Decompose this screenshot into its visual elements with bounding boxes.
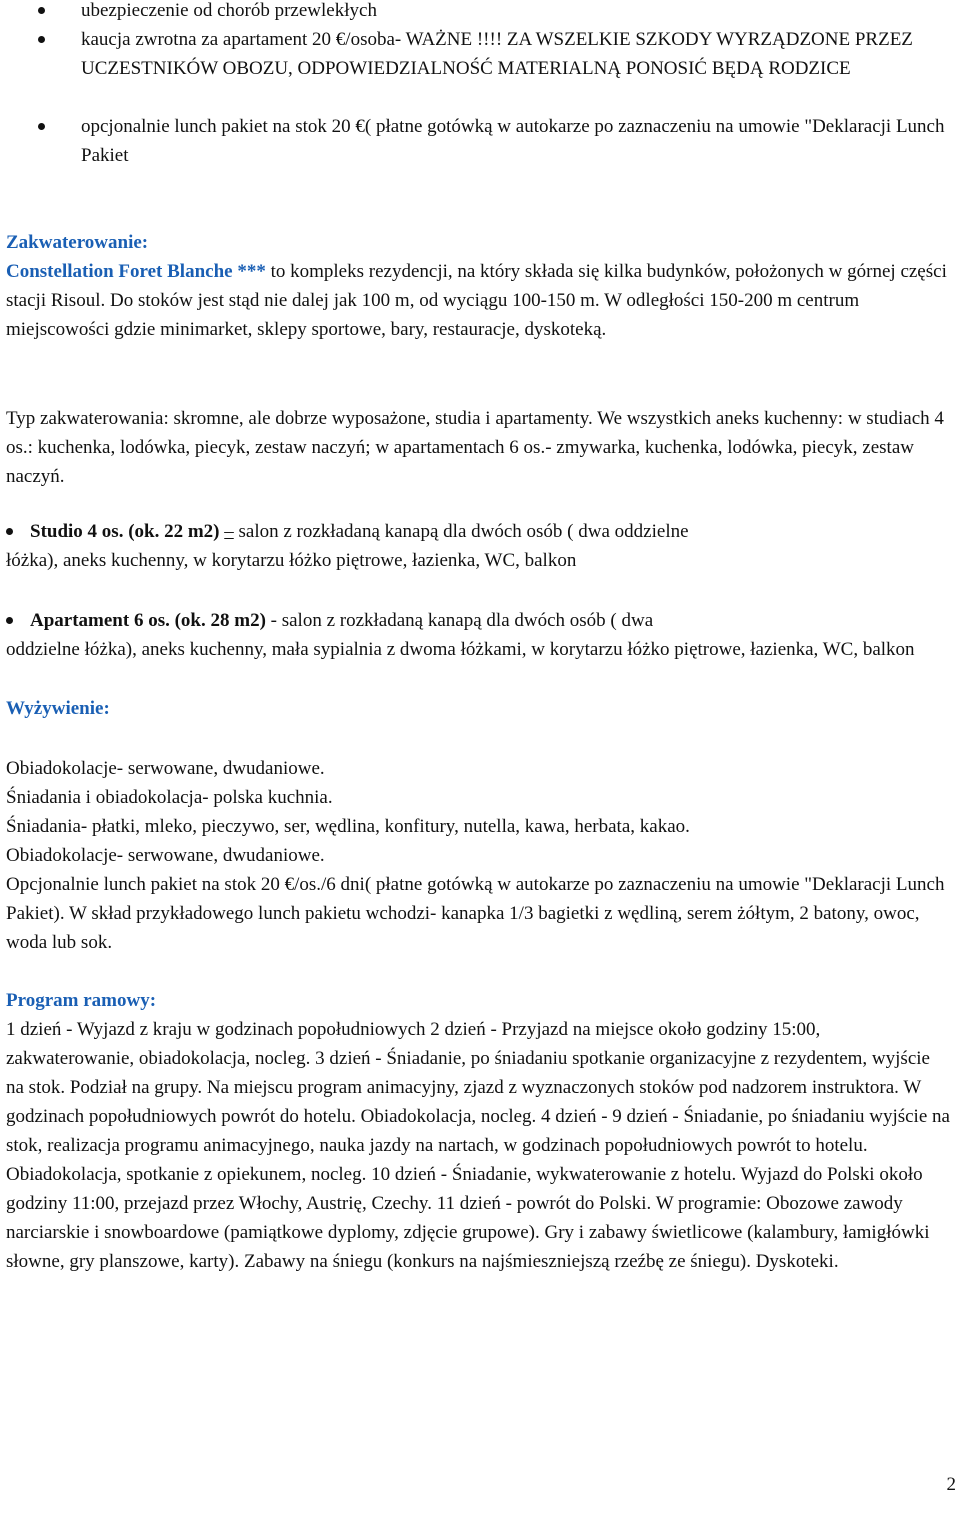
accommodation-description [6,257,950,344]
room-apartment-desc-rest: oddzielne łóżka), aneks kuchenny, mała sypialnia z dwoma łóżkami, w korytarzu łóżko piętrowe, łazienka, WC, balkon [6,639,915,660]
room-apartment-title: Apartament 6 os. (ok. 28 m2) [30,610,266,631]
bullet-dot [38,36,45,43]
meals-heading: Wyżywienie: [6,698,110,719]
room-studio-desc-rest: łóżka), aneks kuchenny, w korytarzu łóżko piętrowe, łazienka, WC, balkon [6,550,577,571]
bullet-dot [6,528,13,535]
bullet-dot [38,7,45,14]
program-heading: Program ramowy: [6,990,157,1011]
meals-line: Śniadania- płatki, mleko, pieczywo, ser, wędlina, konfitury, nutella, kawa, herbata, kakao. [6,816,690,837]
room-studio-first-line [30,517,689,546]
accommodation-type: Typ zakwaterowania: skromne, ale dobrze wyposażone, studia i apartamenty. We wszystkich aneks kuchenny: w studiach 4 os.: kuchenka, lodówka, piecyk, zestaw naczyń; w apartamentach 6 os.- zmywarka, kuchenka, lodówka, piecyk, zestaw naczyń. [6,408,944,487]
room-studio-title: Studio 4 os. (ok. 22 m2) [30,521,220,542]
accommodation-heading: Zakwaterowanie: [6,232,149,253]
page-number: 2 [946,1474,956,1495]
hotel-name: Constellation Foret Blanche *** [6,261,266,282]
room-studio-desc-start: salon z rozkładaną kanapą dla dwóch osób ( dwa oddzielne [233,521,689,542]
bullet-dot [38,123,45,130]
bullet-text: opcjonalnie lunch pakiet na stok 20 €( płatne gotówką w autokarze po zaznaczeniu na umowie "Deklaracji Lunch Pakiet [81,116,945,166]
accommodation-text: to kompleks rezydencji, na który składa się kilka budynków, położonych w górnej części stacji Risoul. Do stoków jest stąd nie dalej jak 100 m, od wyciągu 100-150 m. W odległości 150-200 m centrum miejscowości gdzie minimarket, sklepy sportowe, bary, restauracje, dyskoteką. [6,261,947,340]
bullet-text: kaucja zwrotna za apartament 20 €/osoba- WAŻNE !!!! ZA WSZELKIE SZKODY WYRZĄDZONE PRZEZ UCZESTNIKÓW OBOZU, ODPOWIEDZIALNOŚĆ MATERIALNĄ PONOSIĆ BĘDĄ RODZICE [81,29,913,79]
meals-lunch-text: Opcjonalnie lunch pakiet na stok 20 €/os./6 dni( płatne gotówką w autokarze po zaznaczeniu na umowie "Deklaracji Lunch Pakiet). W skład przykładowego lunch pakietu wchodzi- kanapka 1/3 bagietki z wędliną, serem żółtym, 2 batony, owoc, woda lub sok. [6,874,945,953]
room-studio-separator: – [224,521,234,542]
room-apartment-first-line [30,606,653,635]
meals-line: Obiadokolacje- serwowane, dwudaniowe. [6,845,325,866]
meals-line: Śniadania i obiadokolacja- polska kuchnia. [6,787,333,808]
room-apartment-desc-start: - salon z rozkładaną kanapą dla dwóch osób ( dwa [265,610,654,631]
meals-line: Obiadokolacje- serwowane, dwudaniowe. [6,758,325,779]
bullet-text: ubezpieczenie od chorób przewlekłych [81,0,377,21]
program-text: 1 dzień - Wyjazd z kraju w godzinach popołudniowych 2 dzień - Przyjazd na miejsce około godziny 15:00, zakwaterowanie, obiadokolacja, nocleg. 3 dzień - Śniadanie, po śniadaniu spotkanie organizacyjne z rezydentem, wyjście na stok. Podział na grupy. Na miejscu program animacyjny, zjazd z wyznaczonych stoków pod nadzorem instruktora. W godzinach popołudniowych powrót do hotelu. Obiadokolacja, nocleg. 4 dzień - 9 dzień - Śniadanie, po śniadaniu wyjście na stok, realizacja programu animacyjnego, nauka jazdy na nartach, w godzinach popołudniowych powrót to hotelu. Obiadokolacja, spotkanie z opiekunem, nocleg. 10 dzień - Śniadanie, wykwaterowanie z hotelu. Wyjazd do Polski około godziny 11:00, przejazd przez Włochy, Austrię, Czechy. 11 dzień - powrót do Polski. W programie: Obozowe zawody narciarskie i snowboardowe (pamiątkowe dyplomy, zdjęcie grupowe). Gry i zabawy świetlicowe (kalambury, łamigłówki słowne, gry planszowe, karty). Zabawy na śniegu (konkurs na najśmieszniejszą rzeźbę ze śniegu). Dyskoteki. [6,1019,950,1272]
bullet-dot [6,617,13,624]
